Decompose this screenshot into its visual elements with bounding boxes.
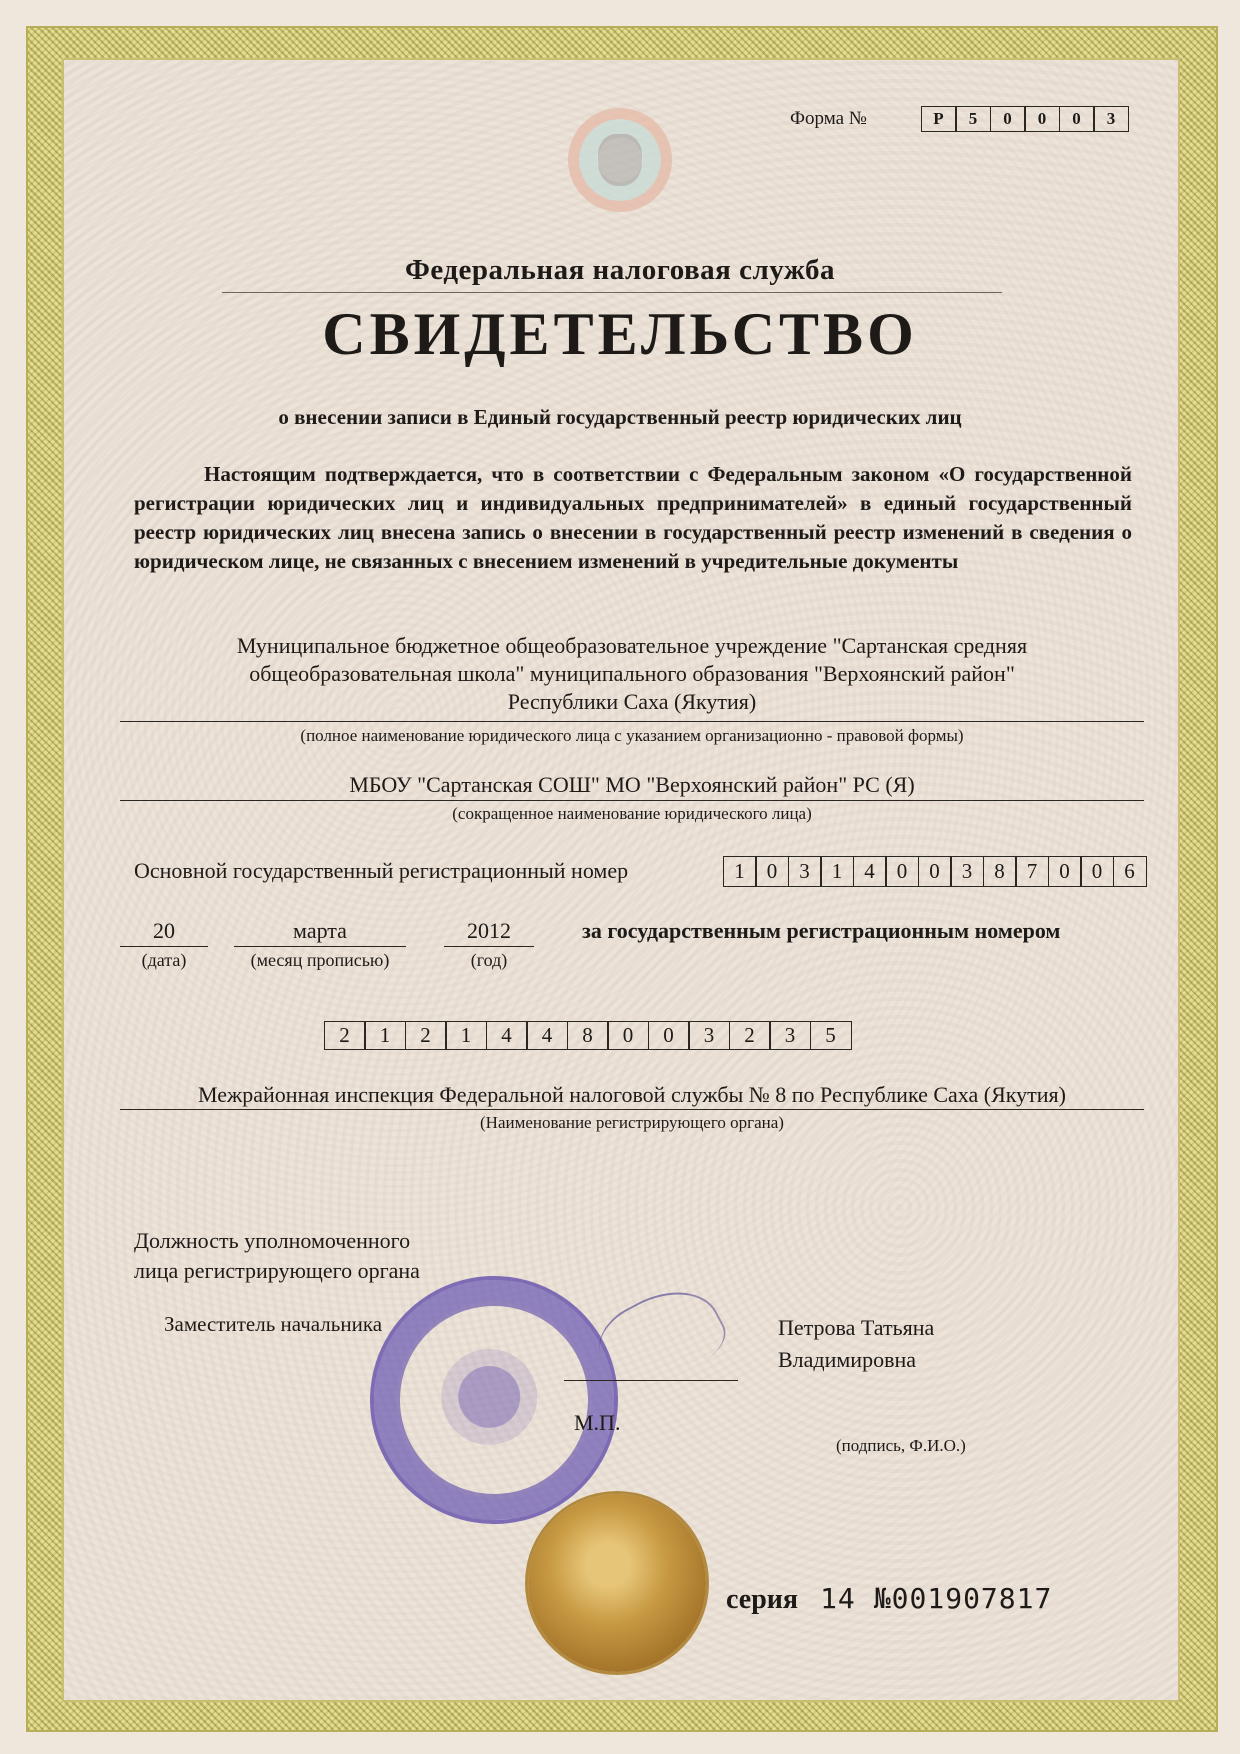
ogrn-digit: 4 bbox=[853, 856, 887, 887]
month-caption: (месяц прописью) bbox=[250, 950, 390, 970]
underline bbox=[234, 946, 406, 947]
form-digit: 0 bbox=[990, 106, 1026, 132]
grn-digit: 2 bbox=[405, 1021, 447, 1050]
ogrn-digit: 0 bbox=[755, 856, 789, 887]
ogrn-digit: 0 bbox=[885, 856, 919, 887]
form-label: Форма № bbox=[790, 108, 867, 129]
grn-digit: 3 bbox=[769, 1021, 811, 1050]
stamp-place-label: М.П. bbox=[574, 1410, 621, 1435]
ogrn-digit: 3 bbox=[950, 856, 984, 887]
organization-full-name-line: Республики Саха (Якутия) bbox=[507, 689, 757, 714]
grn-digit: 2 bbox=[324, 1021, 366, 1050]
ogrn-digit: 7 bbox=[1015, 856, 1049, 887]
form-digit: 0 bbox=[1024, 106, 1060, 132]
grn-digit: 0 bbox=[607, 1021, 649, 1050]
ogrn-digit: 3 bbox=[788, 856, 822, 887]
grn-digit: 2 bbox=[729, 1021, 771, 1050]
ogrn-digit: 1 bbox=[723, 856, 757, 887]
ogrn-digit: 8 bbox=[983, 856, 1017, 887]
series-number bbox=[726, 1582, 1052, 1616]
signer-name bbox=[778, 1312, 934, 1376]
signature-line bbox=[564, 1380, 738, 1381]
organization-full-name-line: общеобразовательная школа" муниципального образования "Верхоянский район" bbox=[249, 661, 1015, 686]
underline bbox=[120, 946, 208, 947]
underline bbox=[120, 1109, 1144, 1110]
signature-caption: (подпись, Ф.И.О.) bbox=[836, 1436, 966, 1455]
organization-full-name-line: Муниципальное бюджетное общеобразовательное учреждение "Сартанская средняя bbox=[236, 633, 1028, 658]
grn-digit: 4 bbox=[486, 1021, 528, 1050]
grn-digit: 1 bbox=[364, 1021, 406, 1050]
series-label: серия bbox=[726, 1584, 799, 1615]
form-number bbox=[922, 106, 1129, 132]
grn-digit: 0 bbox=[648, 1021, 690, 1050]
eagle-icon bbox=[598, 134, 642, 186]
ogrn-label: Основной государственный регистрационный номер bbox=[134, 858, 629, 883]
hologram-seal-icon bbox=[528, 1494, 706, 1672]
position-label bbox=[134, 1226, 494, 1286]
grn-digit: 4 bbox=[526, 1021, 568, 1050]
grn-number bbox=[325, 1021, 852, 1050]
underline bbox=[120, 800, 1144, 801]
short-name-caption: (сокращенное наименование юридического лица) bbox=[452, 804, 812, 823]
stamp-emblem-icon bbox=[432, 1340, 546, 1454]
ogrn-digit: 1 bbox=[820, 856, 854, 887]
grn-digit: 5 bbox=[810, 1021, 852, 1050]
position-label-line: Должность уполномоченного bbox=[134, 1228, 411, 1253]
position-label-line: лица регистрирующего органа bbox=[134, 1258, 420, 1283]
ogrn-digit: 0 bbox=[1080, 856, 1114, 887]
form-digit: 0 bbox=[1059, 106, 1095, 132]
underline bbox=[120, 721, 1144, 722]
series-code: 14 bbox=[820, 1582, 856, 1615]
document-subtitle: о внесении записи в Единый государственный реестр юридических лиц bbox=[278, 405, 962, 429]
certification-text: Настоящим подтверждается, что в соответствии с Федеральным законом «О государственной регистрации юридических лиц и индивидуальных предпринимателей» в единый государственный реестр юридических лиц внесена запись о внесении в государственный реестр изменений в сведения о юридическом лице, не связанных с внесением изменений в учредительные документы bbox=[134, 462, 1132, 573]
organization-short-name: МБОУ "Сартанская СОШ" МО "Верхоянский район" РС (Я) bbox=[349, 772, 915, 797]
divider bbox=[222, 292, 1002, 293]
registration-number-label: за государственным регистрационным номером bbox=[582, 918, 1061, 943]
date-year: 2012 bbox=[467, 918, 511, 943]
signer-name-line: Петрова Татьяна bbox=[778, 1315, 935, 1340]
state-emblem-icon bbox=[568, 108, 672, 212]
date-day: 20 bbox=[153, 918, 175, 943]
ogrn-number bbox=[724, 856, 1147, 887]
agency-name: Федеральная налоговая служба bbox=[404, 254, 836, 286]
signer-position: Заместитель начальника bbox=[164, 1312, 383, 1336]
ogrn-digit: 0 bbox=[918, 856, 952, 887]
form-digit: Р bbox=[921, 106, 957, 132]
grn-digit: 1 bbox=[445, 1021, 487, 1050]
ogrn-digit: 6 bbox=[1113, 856, 1147, 887]
organization-full-name bbox=[120, 632, 1144, 716]
date-caption: (дата) bbox=[141, 950, 187, 970]
year-caption: (год) bbox=[470, 950, 508, 970]
full-name-caption: (полное наименование юридического лица с указанием организационно - правовой формы) bbox=[300, 726, 964, 745]
page-title: СВИДЕТЕЛЬСТВО bbox=[322, 301, 918, 367]
certificate-number: №001907817 bbox=[873, 1582, 1053, 1615]
form-digit: 3 bbox=[1093, 106, 1129, 132]
ogrn-digit: 0 bbox=[1048, 856, 1082, 887]
grn-digit: 8 bbox=[567, 1021, 609, 1050]
signer-name-line: Владимировна bbox=[778, 1347, 917, 1372]
date-month: марта bbox=[293, 918, 347, 943]
form-digit: 5 bbox=[955, 106, 991, 132]
registering-authority: Межрайонная инспекция Федеральной налоговой службы № 8 по Республике Саха (Якутия) bbox=[198, 1082, 1066, 1107]
grn-digit: 3 bbox=[688, 1021, 730, 1050]
underline bbox=[444, 946, 534, 947]
authority-caption: (Наименование регистрирующего органа) bbox=[480, 1113, 784, 1132]
